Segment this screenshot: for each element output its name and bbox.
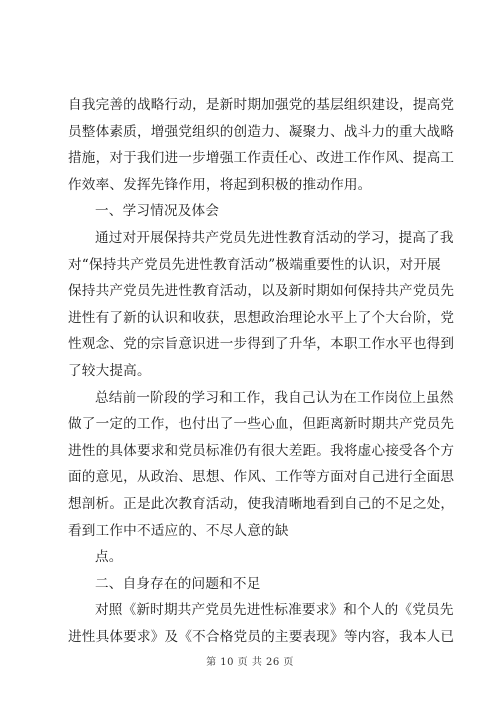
text-line: 作效率、发挥先锋作用，将起到积极的推动作用。 [68, 176, 372, 193]
section-heading: 一、学习情况及体会 [95, 203, 220, 220]
text-line: 保持共产党员先进性教育活动，以及新时期如何保持共产党员先 [68, 283, 455, 300]
text-line: 了较大提高。 [68, 362, 151, 379]
text-line: 面的意见，从政治、思想、作风、工作等方面对自己进行全面思 [68, 469, 455, 486]
text-line: 员整体素质，增强党组织的创造力、凝聚力、战斗力的重大战略 [68, 123, 455, 140]
text-line: 通过对开展保持共产党员先进性教育活动的学习，提高了我 [95, 229, 454, 246]
section-heading: 二、自身存在的问题和不足 [95, 575, 261, 592]
text-line: 进性的具体要求和党员标准仍有很大差距。我将虚心接受各个方 [68, 442, 455, 459]
text-line: 点。 [95, 549, 123, 566]
text-line: 对照《新时期共产党员先进性标准要求》和个人的《党员先 [95, 602, 454, 619]
text-line: 进性具体要求》及《不合格党员的主要表现》等内容，我本人已 [68, 628, 455, 645]
text-line: 看到工作中不适应的、不尽人意的缺 [68, 522, 289, 539]
page-footer [0, 653, 500, 668]
text-line: 总结前一阶段的学习和工作，我自己认为在工作岗位上虽然 [95, 389, 454, 406]
text-line: 性观念、党的宗旨意识进一步得到了升华，本职工作水平也得到 [68, 336, 455, 353]
text-line: 对“保持共产党员先进性教育活动”极端重要性的认识，对开展 [68, 256, 441, 273]
document-body [68, 92, 455, 650]
text-line: 措施，对于我们进一步增强工作责任心、改进工作作风、提高工 [68, 150, 455, 167]
page-number-label: 第 10 页 共 26 页 [206, 657, 294, 668]
text-line: 自我完善的战略行动，是新时期加强党的基层组织建设，提高党 [68, 97, 455, 113]
text-line: 进性有了新的认识和收获，思想政治理论水平上了个大台阶，党 [68, 309, 455, 326]
text-line: 做了一定的工作，也付出了一些心血，但距离新时期共产党员先 [68, 416, 455, 433]
text-line: 想剖析。正是此次教育活动，使我清晰地看到自己的不足之处， [68, 495, 455, 512]
